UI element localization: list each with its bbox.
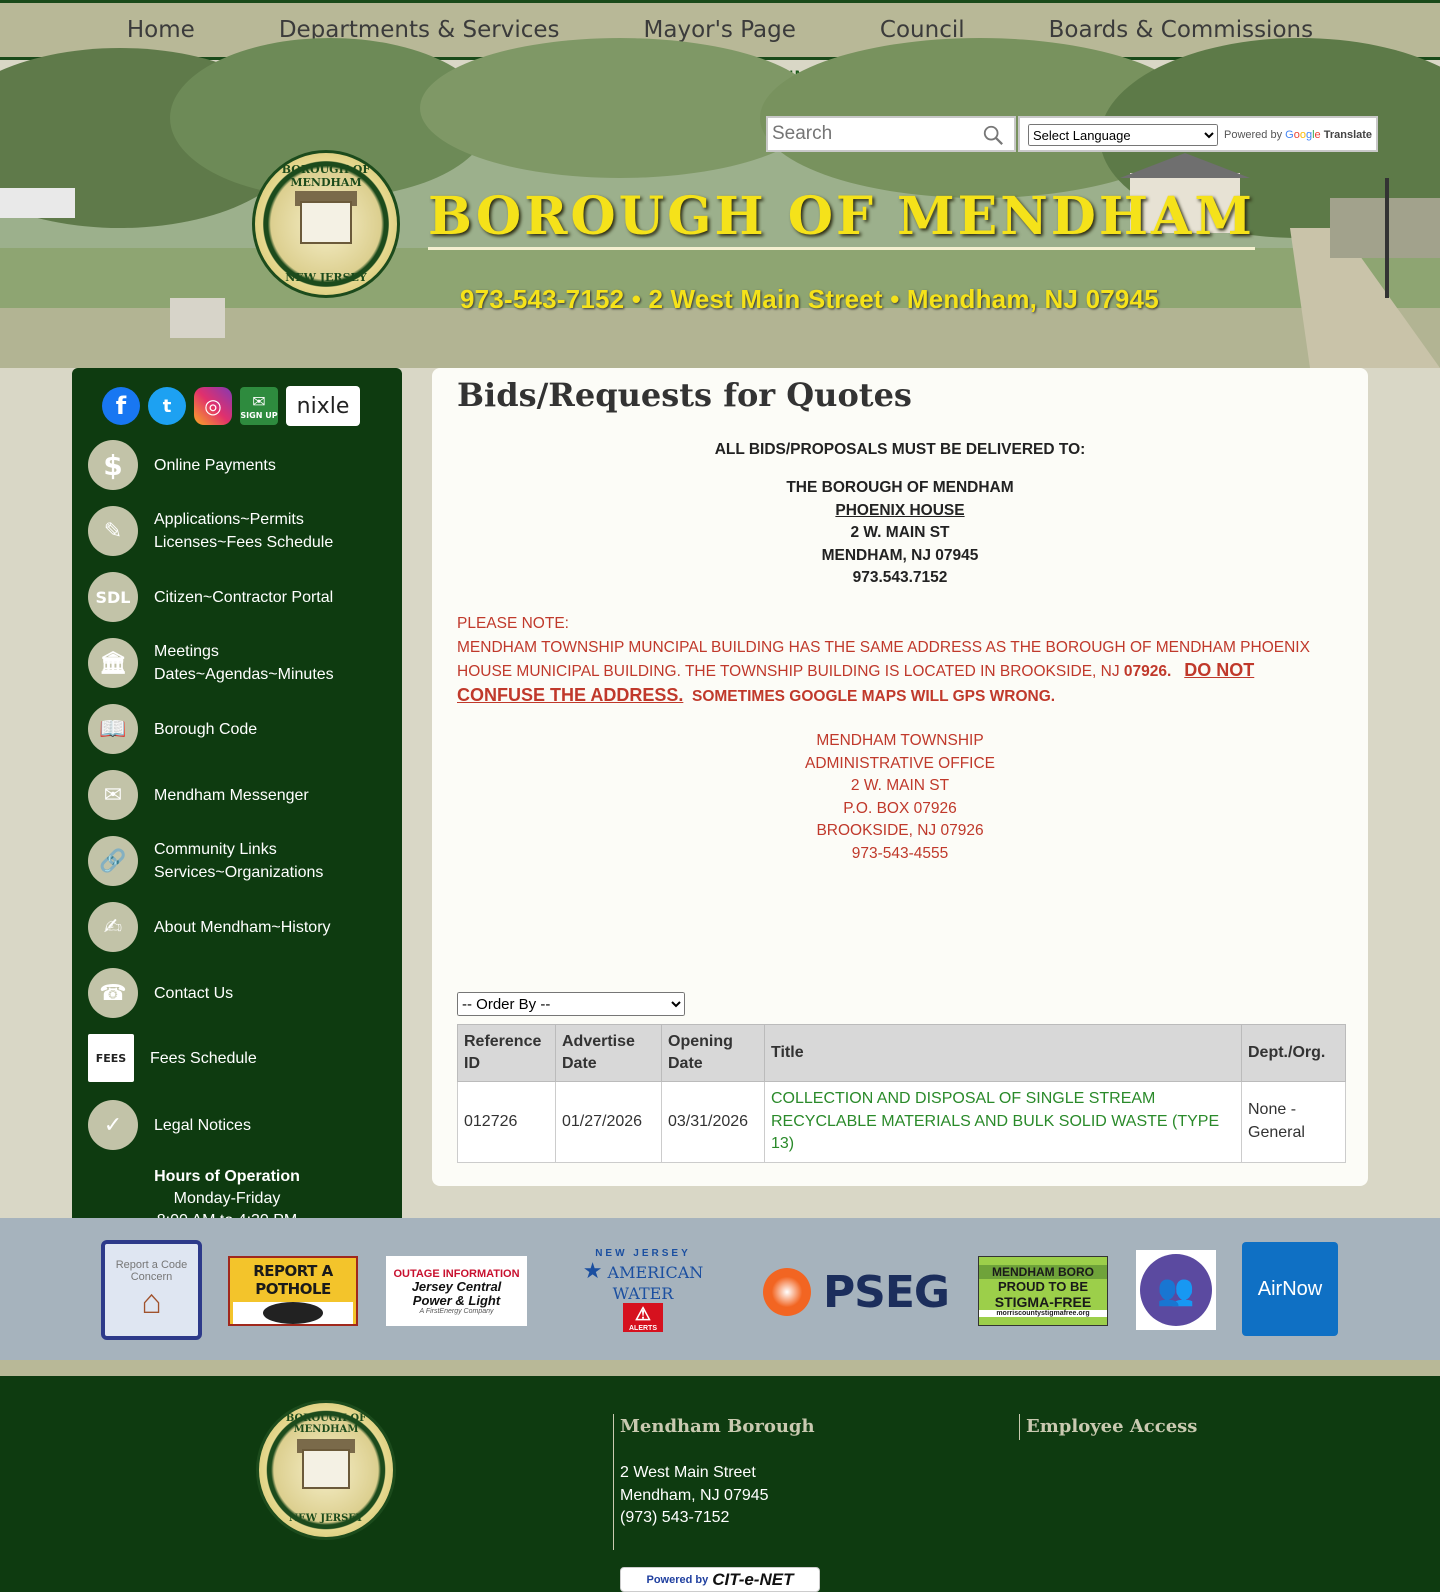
column-dept-org[interactable]: Dept./Org.: [1242, 1025, 1346, 1082]
community-group-icon: 👥: [1140, 1254, 1212, 1326]
star-icon: ★: [582, 1259, 603, 1284]
document-icon: ✎: [88, 506, 138, 556]
delivery-house: PHOENIX HOUSE: [835, 501, 965, 519]
legal-notice-icon: ✓: [88, 1100, 138, 1150]
site-header: [0, 98, 1440, 368]
table-header-row: [458, 1025, 1346, 1082]
footer-divider: [0, 1360, 1440, 1376]
fees-icon: FEES: [88, 1034, 134, 1082]
seal-top-text: BOROUGH OF MENDHAM: [281, 163, 371, 189]
code-concern-link[interactable]: [101, 1240, 202, 1340]
note-body: [457, 636, 1347, 709]
sidebar-item-legal-notices[interactable]: [88, 1100, 251, 1150]
footer-phone[interactable]: (973) 543-7152: [620, 1509, 730, 1526]
deliver-heading: ALL BIDS/PROPOSALS MUST BE DELIVERED TO:: [714, 441, 1086, 458]
newspaper-icon: ✉: [88, 770, 138, 820]
partner-links: [0, 1218, 1440, 1360]
jcpl-tagline: A FirstEnergy Company: [419, 1307, 494, 1315]
stigma-free-link[interactable]: [978, 1256, 1108, 1326]
link-icon: 🔗: [88, 836, 138, 886]
pseg-sun-icon: [763, 1268, 811, 1316]
signup-label: SIGN UP: [240, 411, 278, 420]
hours-title: Hours of Operation: [154, 1168, 300, 1185]
township-line: P.O. BOX 07926: [843, 799, 957, 817]
community-group-link[interactable]: [1136, 1250, 1216, 1330]
delivery-name: THE BOROUGH OF MENDHAM: [786, 479, 1014, 496]
employee-access-link[interactable]: Employee Access: [1019, 1414, 1197, 1440]
nj-american-water-link[interactable]: [553, 1248, 733, 1332]
footer-borough-heading: Mendham Borough: [613, 1414, 815, 1550]
facebook-icon[interactable]: f: [102, 387, 140, 425]
pothole-label: REPORT A POTHOLE: [253, 1262, 333, 1298]
njaw-wordmark: ★ AMERICAN WATER: [582, 1259, 704, 1303]
pothole-link[interactable]: [228, 1256, 358, 1326]
cell-advertise-date: 01/27/2026: [556, 1082, 662, 1163]
township-line: MENDHAM TOWNSHIP: [816, 732, 984, 749]
sidebar-item-label: Contact Us: [154, 984, 234, 1002]
pseg-link[interactable]: [760, 1262, 952, 1322]
sidebar-item-contact-us[interactable]: [88, 968, 233, 1018]
nixle-icon[interactable]: nixle: [286, 386, 360, 426]
site-footer: [0, 1376, 1440, 1592]
sidebar-item-label: Borough Code: [154, 720, 258, 738]
google-translate-widget: [1018, 116, 1378, 152]
township-address: [432, 730, 1368, 865]
site-title: BOROUGH OF MENDHAM: [428, 186, 1255, 250]
site-contact-line: 973-543-7152 • 2 West Main Street • Mendham, NJ 07945: [460, 284, 1159, 314]
scroll-icon: ✍: [88, 902, 138, 952]
page-title: Bids/Requests for Quotes: [457, 376, 912, 414]
seal-bottom-text: NEW JERSEY: [288, 1513, 364, 1524]
cell-reference-id: 012726: [458, 1082, 556, 1163]
jcpl-wordmark: Jersey Central Power & Light: [411, 1278, 502, 1308]
sidebar-item-label: Fees Schedule: [150, 1049, 257, 1067]
sidebar-item-fees-schedule[interactable]: [88, 1034, 257, 1082]
nav-council[interactable]: Council: [879, 17, 965, 43]
sidebar-item-meetings[interactable]: [88, 638, 334, 688]
hours-days: Monday-Friday: [173, 1190, 281, 1207]
sidebar-item-online-payments[interactable]: [88, 440, 276, 490]
nav-mayors-page[interactable]: Mayor's Page: [643, 17, 796, 43]
sidebar-item-label: Community Links Services~Organizations: [154, 841, 324, 881]
sidebar-item-label: About Mendham~History: [154, 918, 331, 936]
sidebar-item-mendham-messenger[interactable]: [88, 770, 309, 820]
njaw-top: NEW JERSEY: [595, 1248, 691, 1259]
column-opening-date[interactable]: Opening Date: [662, 1025, 765, 1082]
nav-departments-services[interactable]: Departments & Services: [278, 17, 560, 43]
building-icon: 🏛: [88, 638, 138, 688]
cell-dept-org: None - General: [1242, 1082, 1346, 1163]
township-line: BROOKSIDE, NJ 07926: [816, 822, 984, 839]
search-input[interactable]: [768, 118, 968, 150]
email-signup-icon[interactable]: [240, 387, 278, 425]
township-line: 973-543-4555: [851, 844, 949, 862]
delivery-address: [432, 477, 1368, 590]
language-select[interactable]: [1028, 124, 1218, 146]
township-line: 2 W. MAIN ST: [850, 777, 950, 794]
bid-title-link[interactable]: COLLECTION AND DISPOSAL OF SINGLE STREAM RECYCLABLE MATERIALS AND BULK SOLID WASTE (TYPE 13): [765, 1082, 1242, 1163]
nav-home[interactable]: Home: [126, 17, 195, 43]
delivery-street: 2 W. MAIN ST: [850, 524, 950, 541]
column-advertise-date[interactable]: Advertise Date: [556, 1025, 662, 1082]
pseg-wordmark: PSEG: [822, 1266, 950, 1318]
footer-address: [620, 1462, 769, 1530]
book-icon: 📖: [88, 704, 138, 754]
sidebar-item-label: Online Payments: [154, 456, 276, 474]
sdl-icon: SDL: [88, 572, 138, 622]
seal-top-text: BOROUGH OF MENDHAM: [285, 1413, 367, 1435]
alert-icon: ⚠ ALERTS: [623, 1303, 663, 1332]
sidebar-item-citizen-portal[interactable]: [88, 572, 333, 622]
note-label: PLEASE NOTE:: [457, 615, 569, 632]
delivery-phone: 973.543.7152: [852, 569, 948, 586]
table-row: [458, 1082, 1346, 1163]
powered-by-label: Powered by: [646, 1573, 709, 1586]
sidebar-item-label: Mendham Messenger: [154, 786, 309, 804]
stigma-url: morriscountystigmafree.org: [979, 1310, 1107, 1317]
column-reference-id[interactable]: Reference ID: [458, 1025, 556, 1082]
footer-borough-seal: [256, 1400, 396, 1540]
sidebar-item-label: Citizen~Contractor Portal: [154, 588, 334, 606]
order-by-select[interactable]: [457, 992, 685, 1016]
cell-opening-date: 03/31/2026: [662, 1082, 765, 1163]
address-notice: [457, 612, 1347, 708]
airnow-wordmark: AirNow: [1257, 1277, 1323, 1300]
seal-house: [302, 1449, 350, 1489]
social-links: [102, 386, 360, 426]
borough-seal[interactable]: [252, 150, 400, 298]
note-warning: DO NOT CONFUSE THE ADDRESS.: [457, 660, 1255, 705]
twitter-icon[interactable]: t: [148, 387, 186, 425]
dollar-icon: $: [88, 440, 138, 490]
stigma-line-1: MENDHAM BORO: [979, 1265, 1107, 1279]
powered-by-google: [1224, 129, 1372, 141]
note-text: MENDHAM TOWNSHIP MUNCIPAL BUILDING HAS THE SAME ADDRESS AS THE BOROUGH OF MENDHAM PHOENIX HOUSE MUNICIPAL BUILDING. THE TOWNSHIP BUILDING IS LOCATED IN BROOKSIDE, NJ: [457, 638, 1310, 680]
outage-label: OUTAGE INFORMATION: [393, 1267, 520, 1280]
sidebar-item-label: Applications~Permits Licenses~Fees Schedule: [154, 511, 334, 551]
delivery-city: MENDHAM, NJ 07945: [821, 546, 979, 564]
person-icon: ☎: [88, 968, 138, 1018]
township-line: ADMINISTRATIVE OFFICE: [804, 754, 996, 772]
sidebar-item-label: Legal Notices: [154, 1116, 251, 1134]
sidebar-item-borough-code[interactable]: [88, 704, 257, 754]
main-content: [432, 368, 1368, 1186]
nav-boards-commissions[interactable]: Boards & Commissions: [1048, 17, 1314, 43]
sidebar-item-label: Meetings Dates~Agendas~Minutes: [154, 643, 334, 683]
seal-bottom-text: NEW JERSEY: [285, 271, 367, 284]
sidebar-item-about-mendham[interactable]: [88, 902, 331, 952]
sidebar-item-applications-permits[interactable]: [88, 506, 333, 556]
airnow-link[interactable]: [1242, 1242, 1338, 1336]
house-icon: ⌂: [141, 1282, 162, 1321]
footer-city: Mendham, NJ 07945: [620, 1486, 769, 1504]
translate-link[interactable]: Translate: [1323, 129, 1373, 141]
seal-house: [300, 201, 351, 244]
note-gps: SOMETIMES GOOGLE MAPS WILL GPS WRONG.: [691, 687, 1056, 705]
sidebar: [72, 368, 402, 1218]
search-icon[interactable]: [982, 124, 1004, 146]
google-wordmark: Google: [1285, 129, 1321, 141]
jcpl-outage-link[interactable]: [386, 1256, 527, 1326]
citenet-logo: CIT-e-NET: [712, 1569, 794, 1589]
note-zip: 07926.: [1123, 663, 1172, 680]
bids-table: [457, 1024, 1346, 1163]
search-box: [766, 116, 1016, 152]
pothole-icon: [233, 1302, 353, 1324]
footer-street: 2 West Main Street: [620, 1464, 756, 1481]
stigma-line-3: STIGMA-FREE: [994, 1294, 1092, 1310]
envelope-glyph: ✉: [252, 392, 266, 411]
instagram-icon[interactable]: ◎: [194, 387, 232, 425]
column-title[interactable]: Title: [765, 1025, 1242, 1082]
powered-by-citenet[interactable]: [620, 1567, 820, 1592]
sidebar-item-community-links[interactable]: [88, 836, 323, 886]
stigma-line-2: PROUD TO BE: [997, 1279, 1089, 1294]
code-concern-label: Report a Code Concern: [115, 1258, 188, 1283]
powered-by-label: Powered by: [1224, 129, 1283, 141]
